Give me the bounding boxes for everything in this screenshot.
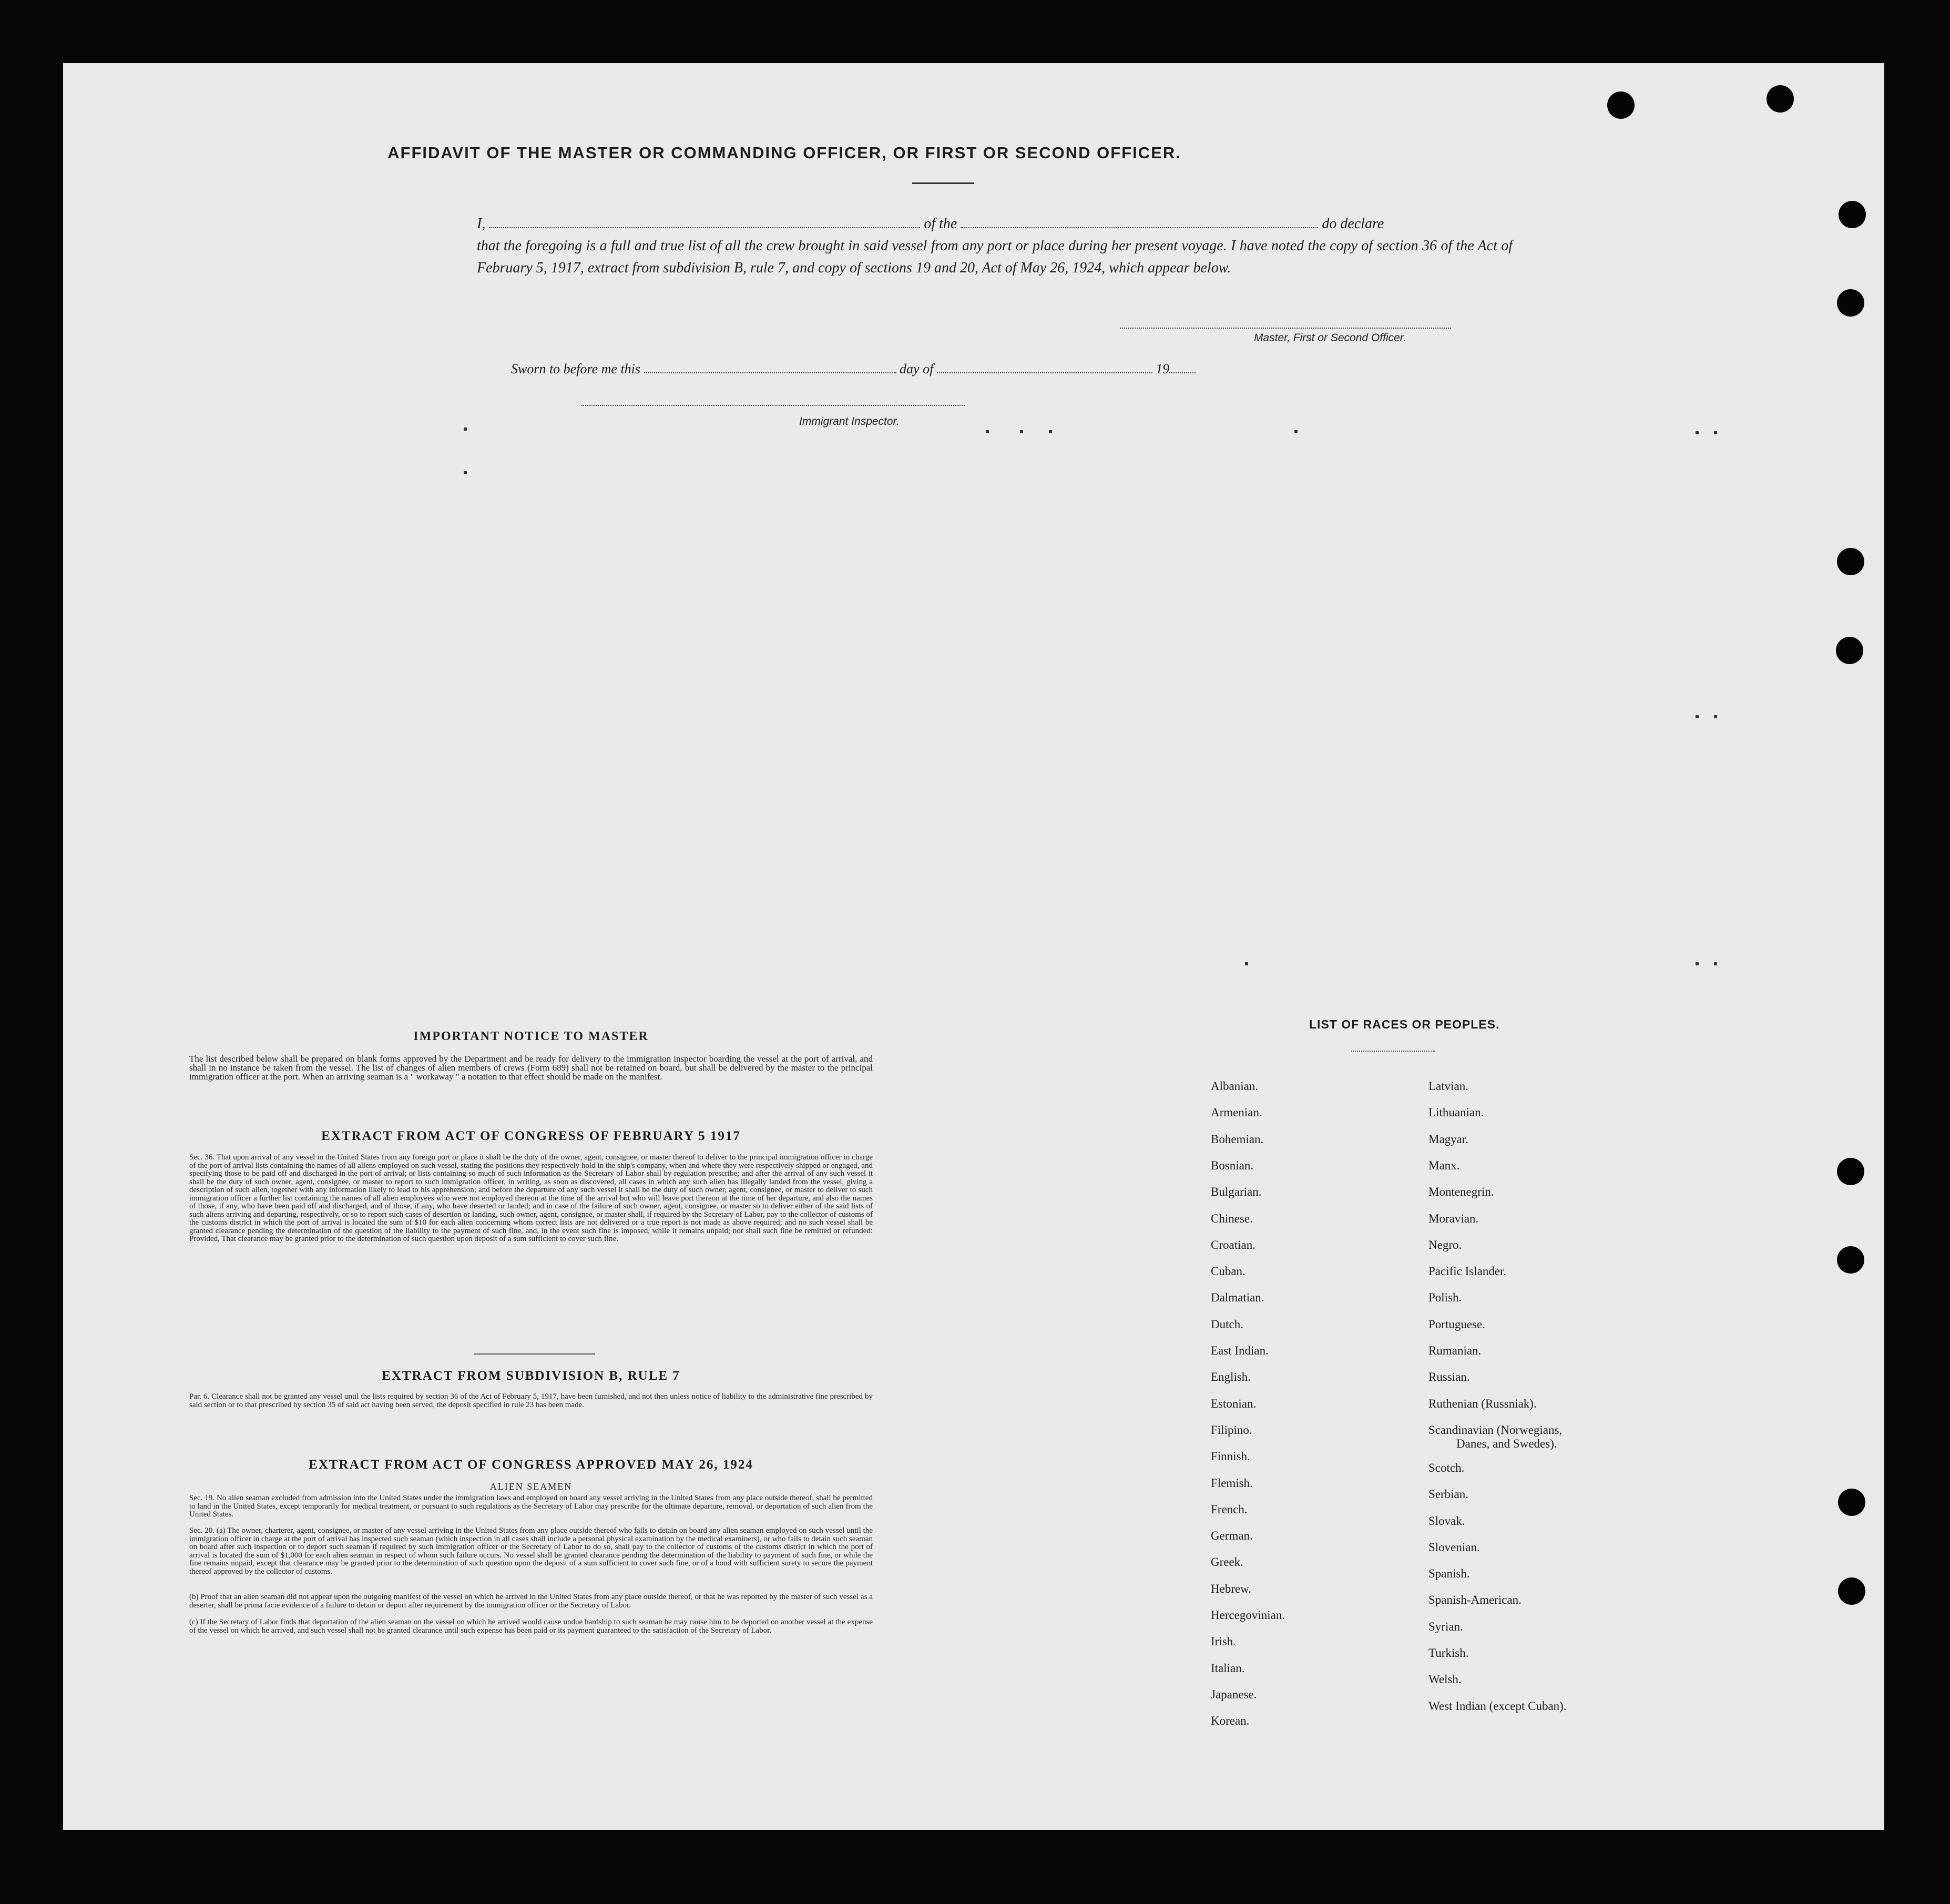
race-item: East Indian.: [1211, 1344, 1269, 1357]
sec20b-text: (b) Proof that an alien seaman did not appear upon the outgoing manifest of the vessel on which he arrived in the United States from any place outside thereof, or that he was reported by the master of such vessel as a deserter, shall be prima facie evidence of a failure to detain or deport after requirement by the immigration officer or the Secretary of Labor.: [189, 1593, 873, 1610]
declaration-end: do declare: [1322, 216, 1384, 232]
sec20a-text: Sec. 20. (a) The owner, charterer, agent, consignee, or master of any vessel arriving in the United States from any place outside thereof who fails to detain on board any alien seaman employed on such vessel until the immigration officer in charge at the port of arrival has inspected such seaman (which inspection in all cases shall include a personal physical examination by the medical examiners), or who fails to detain such seaman on board after such inspection or to deport such seaman if required by such immigration officer or the Secretary of Labor to do so, shall pay to the collector of customs of the customs district in which the port of arrival is located the sum of $1,000 for each alien seaman in respect of whom such failure occurs. No vessel shall be granted clearance pending the determination of the liability to payment of such fine, or while the fine remains unpaid, except that clearance may be granted prior to the determination of such question upon the deposit of a sum sufficient to cover such fine, or of a bond with sufficient surety to secure the payment thereof approved by the collector of customs.: [189, 1526, 873, 1576]
declaration-start: I,: [477, 216, 486, 232]
punch-hole: [1837, 1246, 1864, 1274]
stray-mark: [1245, 962, 1248, 965]
stray-mark: [464, 427, 467, 431]
race-item: Manx.: [1428, 1158, 1460, 1172]
affidavit-title: AFFIDAVIT OF THE MASTER OR COMMANDING OFFICER, OR FIRST OR SECOND OFFICER.: [387, 144, 1181, 162]
form-page: [63, 63, 1884, 1830]
extract-rule7-title: EXTRACT FROM SUBDIVISION B, RULE 7: [382, 1369, 680, 1383]
master-signature-label: Master, First or Second Officer.: [1254, 332, 1406, 344]
race-item: Korean.: [1211, 1714, 1250, 1728]
race-item: Portuguese.: [1428, 1317, 1485, 1331]
extract-1924-title: EXTRACT FROM ACT OF CONGRESS APPROVED MAY 26, 1924: [309, 1458, 753, 1472]
sworn-day-field[interactable]: [644, 360, 896, 373]
sec20c-text: (c) If the Secretary of Labor finds that deportation of the alien seaman on the vessel on which he arrived would cause undue hardship to such seaman he may cause him to be deported on another vessel at the expense of the vessel on which he arrived, and such vessel shall not be granted clearance until such expense has been paid or its payment guaranteed to the satisfaction of the Secretary of Labor.: [189, 1618, 873, 1635]
race-item: Spanish.: [1428, 1567, 1470, 1581]
inspector-signature-label: Immigrant Inspector.: [799, 415, 900, 427]
race-item: Slovak.: [1428, 1514, 1465, 1528]
race-item: Hebrew.: [1211, 1582, 1252, 1595]
race-item: Italian.: [1211, 1661, 1245, 1675]
race-item: Scandinavian (Norwegians,: [1428, 1423, 1563, 1437]
stray-mark: [1020, 430, 1023, 433]
sworn-text: Sworn to before me this: [511, 361, 641, 376]
punch-hole: [1837, 1158, 1864, 1185]
section-divider: [474, 1353, 595, 1355]
race-item: Rumanian.: [1428, 1344, 1482, 1357]
punch-hole: [1837, 289, 1864, 317]
race-item: Serbian.: [1428, 1488, 1469, 1501]
declaration-body: that the foregoing is a full and true list of all the crew brought in said vessel from any port or place during her present voyage. I have noted the copy of section 36 of the Act of February 5, 1917, extract from subdivision B, rule 7, and copy of sections 19 and 20, Act of May 26, 1924, which appear below.: [477, 238, 1513, 276]
notice-title: IMPORTANT NOTICE TO MASTER: [413, 1030, 649, 1043]
race-item: Ruthenian (Russniak).: [1428, 1397, 1537, 1410]
stray-mark: [1696, 431, 1699, 434]
race-item: Bosnian.: [1211, 1158, 1254, 1172]
race-item: Pacific Islander.: [1428, 1265, 1507, 1278]
race-item: Greek.: [1211, 1555, 1243, 1569]
race-item: Estonian.: [1211, 1397, 1257, 1410]
race-item: Armenian.: [1211, 1106, 1262, 1119]
day-of-text: day of: [900, 361, 934, 376]
inspector-signature-field[interactable]: [581, 405, 965, 406]
race-item: Hercegovinian.: [1211, 1608, 1285, 1622]
race-item: Cuban.: [1211, 1265, 1245, 1278]
sworn-month-field[interactable]: [937, 360, 1152, 373]
race-item: Polish.: [1428, 1291, 1462, 1305]
stray-mark: [1696, 715, 1699, 718]
race-item: Syrian.: [1428, 1620, 1463, 1633]
vessel-name-field[interactable]: [961, 215, 1318, 228]
sworn-year-field[interactable]: [1169, 360, 1196, 373]
race-item: Croatian.: [1211, 1238, 1255, 1251]
stray-mark: [1714, 715, 1717, 718]
race-item: West Indian (except Cuban).: [1428, 1699, 1567, 1713]
year-prefix: 19: [1156, 361, 1170, 376]
races-rule: [1351, 1051, 1435, 1052]
stray-mark: [1294, 430, 1298, 433]
race-item: Albanian.: [1211, 1080, 1259, 1093]
punch-hole: [1838, 1577, 1865, 1605]
race-item: Latvian.: [1428, 1080, 1468, 1093]
extract-1917-title: EXTRACT FROM ACT OF CONGRESS OF FEBRUARY 5 1917: [321, 1129, 741, 1143]
extract-1917-body: Sec. 36. That upon arrival of any vessel in the United States from any foreign port or place it shall be the duty of the owner, agent, consignee, or master thereof to deliver to the principal immigration officer in charge of the port of arrival lists containing the names of all aliens employed on such vessel, stating the positions they respectively hold in the ship's company, when and where they were respectively shipped or engaged, and specifying those to be paid off and discharged in the port of arrival; or lists containing so much of such information as the Secretary of Labor shall by regulation prescribe; and after the arrival of any such vessel it shall be the duty of such owner, agent, consignee, or master to report to such immigration officer, in writing, as soon as discovered, all cases in which any such alien has illegally landed from the vessel, giving a description of such alien, together with any information likely to lead to his apprehension; and before the departure of any such vessel it shall be the duty of such owner, agent, consignee, or master to deliver to such immigration officer a further list containing the names of all alien employees who were not employed thereon at the time of the arrival but who will leave port thereon at the time of her departure, and also the names of those, if any, who have been paid off and discharged, and of those, if any, who have deserted or landed; and in case of the failure of such owner, agent, consignee, or master so to deliver either of the said lists of such aliens arriving and departing, respectively, or so to report such cases of desertion or landing, such owner, agent, consignee, or master shall, if required by the Secretary of Labor, pay to the collector of customs of the customs district in which the port of arrival is located the sum of $10 for each alien concerning whom correct lists are not delivered or a true report is not made as above required; and no such vessel shall be granted clearance pending the determination of the question of the liability to the payment of such fine, and, in the event such fine is imposed, while it remains unpaid; nor shall such fine be remitted or refunded: Provided, That clearance may be granted prior to the determination of such question upon deposit of a sum sufficient to cover such fine.: [189, 1153, 873, 1243]
declaration-of-the: of the: [924, 216, 957, 232]
race-item: Magyar.: [1428, 1132, 1469, 1146]
race-item: Moravian.: [1428, 1211, 1479, 1225]
race-item: Spanish-American.: [1428, 1593, 1522, 1607]
race-item: Flemish.: [1211, 1476, 1253, 1490]
race-item: Turkish.: [1428, 1646, 1469, 1659]
race-item: English.: [1211, 1370, 1251, 1384]
race-item: Danes, and Swedes).: [1456, 1437, 1557, 1450]
race-item: Bohemian.: [1211, 1132, 1264, 1146]
punch-hole: [1767, 85, 1794, 113]
stray-mark: [1714, 962, 1717, 965]
title-rule: [912, 182, 974, 184]
sec19-text: Sec. 19. No alien seaman excluded from admission into the United States under the immigration laws and employed on board any vessel arriving in the United States from any place outside thereof, shall be permitted to land in the United States, except temporarily for medical treatment, or pursuant to such regulations as the Secretary of Labor may prescribe for the ultimate departure, removal, or deportation of such alien from the United States.: [189, 1494, 873, 1519]
stray-mark: [1714, 431, 1717, 434]
race-item: Lithuanian.: [1428, 1106, 1484, 1119]
extract-1924-subtitle: ALIEN SEAMEN: [489, 1481, 573, 1492]
punch-hole: [1836, 637, 1863, 664]
race-item: French.: [1211, 1502, 1248, 1516]
punch-hole: [1839, 201, 1866, 228]
stray-mark: [1696, 962, 1699, 965]
stray-mark: [986, 430, 989, 433]
sworn-line: [511, 360, 1196, 377]
race-item: Negro.: [1428, 1238, 1462, 1251]
race-item: Welsh.: [1428, 1673, 1462, 1686]
punch-hole: [1607, 91, 1635, 119]
stray-mark: [464, 471, 467, 474]
race-item: Chinese.: [1211, 1211, 1253, 1225]
extract-rule7-body: Par. 6. Clearance shall not be granted any vessel until the lists required by section 36 of the Act of February 5, 1917, have been furnished, and not then unless notice of liability to the administrative fine prescribed by said section or to that prescribed by section 35 of said act having been served, the deposit specified in rule 23 has been made.: [189, 1392, 873, 1409]
race-item: Filipino.: [1211, 1423, 1252, 1437]
officer-name-field[interactable]: [489, 215, 920, 228]
stray-mark: [1049, 430, 1052, 433]
punch-hole: [1837, 548, 1864, 575]
race-item: Scotch.: [1428, 1461, 1465, 1474]
race-item: Irish.: [1211, 1635, 1236, 1648]
races-title: LIST OF RACES OR PEOPLES.: [1309, 1017, 1500, 1031]
race-item: Russian.: [1428, 1370, 1470, 1384]
race-item: Dutch.: [1211, 1317, 1243, 1331]
race-item: Dalmatian.: [1211, 1291, 1264, 1305]
punch-hole: [1838, 1489, 1865, 1516]
declaration-line: [477, 213, 1513, 235]
race-item: Bulgarian.: [1211, 1185, 1262, 1199]
race-item: Slovenian.: [1428, 1540, 1480, 1554]
race-item: Montenegrin.: [1428, 1185, 1494, 1199]
notice-body: The list described below shall be prepared on blank forms approved by the Department and be ready for delivery to the immigration inspector boarding the vessel at the port of arrival, and shall in no instance be taken from the vessel. The list of changes of alien members of crews (Form 689) shall not be retained on board, but shall be delivered by the master to the principal immigration officer at the port. When an arriving seaman is a " workaway " a notation to that effect should be made on the manifest.: [189, 1054, 873, 1082]
master-signature-field[interactable]: [1120, 328, 1451, 329]
race-item: German.: [1211, 1529, 1253, 1543]
race-item: Japanese.: [1211, 1687, 1257, 1701]
race-item: Finnish.: [1211, 1450, 1250, 1463]
